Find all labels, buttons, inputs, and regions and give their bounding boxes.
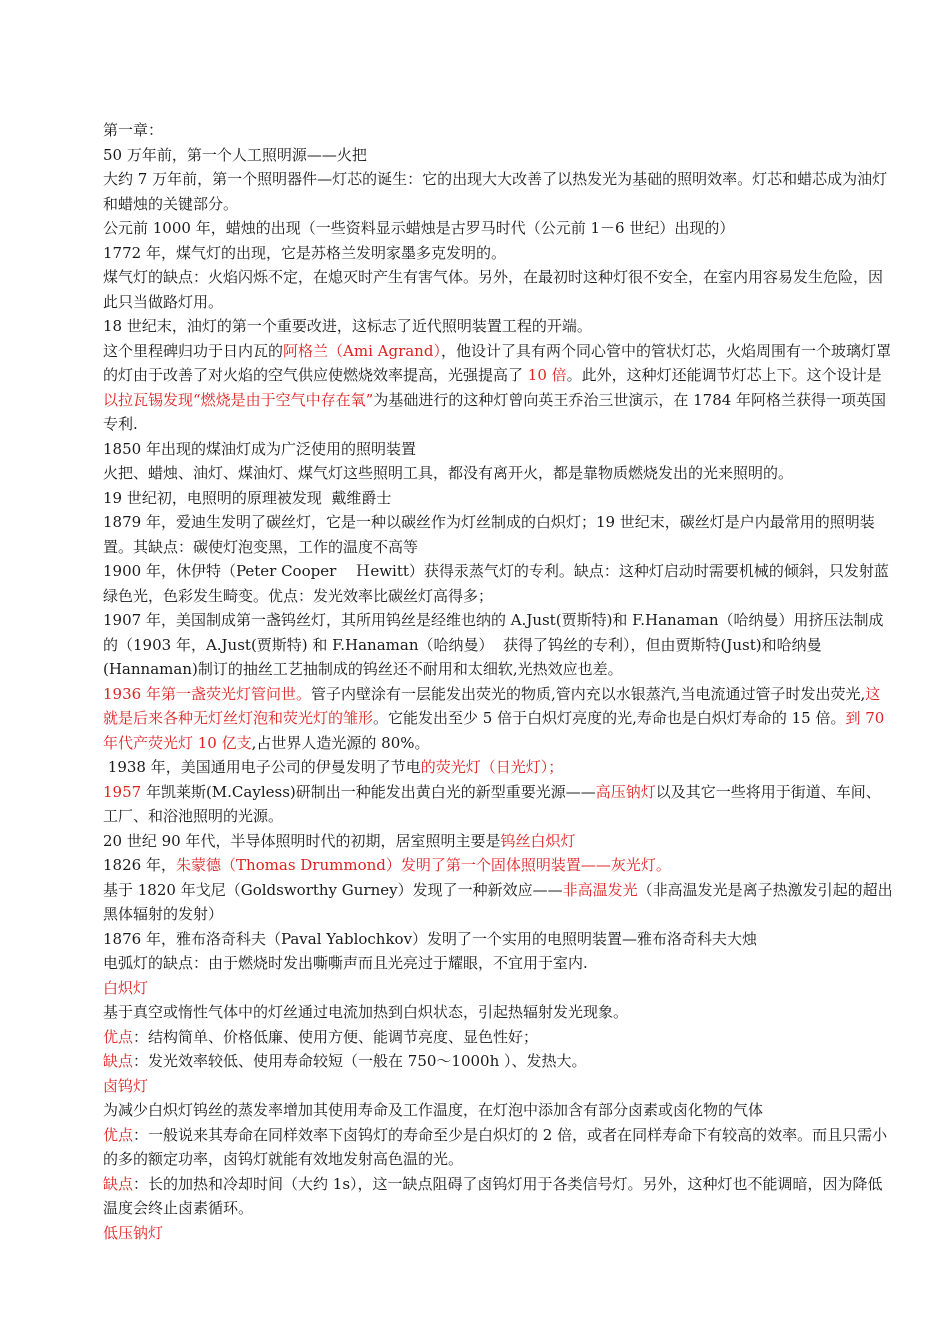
paragraph — [103, 1221, 893, 1246]
paragraph — [103, 927, 893, 952]
highlighted-text: 10 倍 — [527, 366, 567, 384]
text-run: 为减少白炽灯钨丝的蒸发率增加其使用寿命及工作温度，在灯泡中添加含有部分卤素或卤化物的气体 — [103, 1101, 764, 1119]
paragraph — [103, 755, 893, 780]
highlighted-text: 这就是后来各种无灯丝灯泡和荧光灯的雏形 — [103, 684, 881, 727]
text-run: （非高温发光是离子热激发引起的超出黑体辐射的发射） — [103, 880, 893, 923]
text-run: 煤气灯的缺点：火焰闪烁不定，在熄灭时产生有害气体。另外，在最初时这种灯很不安全，在室内用容易发生危险，因此只当做路灯用。 — [103, 268, 884, 311]
text-run: 1876 年，雅布洛奇科夫（Paval Yablochkov）发明了一个实用的电照明装置—雅布洛奇科夫大烛 — [103, 929, 758, 948]
paragraph — [103, 1123, 893, 1172]
paragraph — [103, 167, 893, 216]
highlighted-text: 低压钠灯 — [103, 1223, 164, 1242]
paragraph — [103, 780, 893, 829]
highlighted-text: 阿格兰（Ami Agrand） — [283, 341, 441, 360]
text-run: 。此外，这种灯还能调节灯芯上下。这个设计是 — [566, 366, 882, 384]
highlighted-text: 的荧光灯（日光灯）； — [420, 758, 564, 776]
paragraph — [103, 118, 893, 143]
text-run: 这个里程碑归功于日内瓦的 — [103, 341, 284, 360]
text-run: 电弧灯的缺点：由于燃烧时发出嘶嘶声而且光亮过于耀眼，不宜用于室内. — [103, 954, 588, 972]
paragraph — [103, 486, 893, 511]
paragraph — [103, 682, 893, 756]
text-run: 大约 7 万年前，第一个照明器件—灯芯的诞生：它的出现大大改善了以热发光为基础的照明效率。灯芯和蜡芯成为油灯和蜡烛的关键部分。 — [103, 170, 888, 213]
text-run: 年凯莱斯(M.Cayless)研制出一种能发出黄白光的新型重要光源—— — [141, 782, 596, 801]
text-run: 第一章： — [103, 121, 164, 139]
document-page — [103, 118, 893, 1245]
text-run: 为基础进行的这种灯曾向英王乔治三世演示，在 1784 年阿格兰获得一项英国专利. — [103, 390, 887, 433]
highlighted-text: 1957 — [103, 782, 142, 801]
text-run: ：结构简单、价格低廉、使用方便、能调节亮度、显色性好； — [133, 1027, 539, 1046]
text-run: ：一般说来其寿命在同样效率下卤钨灯的寿命至少是白炽灯的 2 倍，或者在同样寿命下有较高的效率。而且只需小的多的额定功率，卤钨灯就能有效地发射高色温的光。 — [103, 1125, 888, 1168]
text-run: 1900 年，休伊特（Peter Cooper Ｈewitt）获得汞蒸气灯的专利。缺点：这种灯启动时需要机械的倾斜，只发射蓝绿色光，色彩发生畸变。优点：发光效率比碳丝灯高得多； — [103, 562, 889, 605]
paragraph — [103, 143, 893, 168]
text-run: 1826 年， — [103, 856, 176, 874]
text-run: ，他设计了具有两个同心管中的管状灯芯，火焰周围有一个玻璃灯罩的灯由于改善了对火焰的空气供应使燃烧效率提高，光强提高了 — [103, 341, 891, 384]
text-run: ：发光效率较低、使用寿命较短（一般在 750～1000h ）、发热大。 — [133, 1052, 587, 1070]
highlighted-text: 卤钨灯 — [103, 1076, 149, 1095]
paragraph — [103, 241, 893, 266]
text-run: 50 万年前，第一个人工照明源——火把 — [103, 145, 367, 164]
paragraph — [103, 265, 893, 314]
paragraph — [103, 608, 893, 682]
text-run: ：长的加热和冷却时间（大约 1s），这一缺点阻碍了卤钨灯用于各类信号灯。另外，这种灯也不能调暗，因为降低温度会终止卤素循环。 — [103, 1174, 883, 1217]
paragraph — [103, 853, 893, 878]
text-run: 1879 年，爱迪生发明了碳丝灯，它是一种以碳丝作为灯丝制成的白炽灯；19 世纪末，碳丝灯是户内最常用的照明装置。其缺点：碳使灯泡变黑，工作的温度不高等 — [103, 513, 875, 556]
paragraph — [103, 510, 893, 559]
text-run: 基于 1820 年戈尼（Goldsworthy Gurney）发现了一种新效应—— — [103, 880, 563, 899]
highlighted-text: 缺点 — [103, 1052, 134, 1070]
highlighted-text: 缺点 — [103, 1174, 134, 1193]
text-run: 。它能发出至少 5 倍于白炽灯亮度的光,寿命也是白炽灯寿命的 15 倍。 — [373, 709, 846, 727]
text-run: 18 世纪末，油灯的第一个重要改进，这标志了近代照明装置工程的开端。 — [103, 317, 592, 335]
paragraph — [103, 976, 893, 1001]
text-run: 以及其它一些将用于街道、车间、工厂、和浴池照明的光源。 — [103, 782, 881, 825]
paragraph — [103, 951, 893, 976]
highlighted-text: 白炽灯 — [103, 978, 149, 997]
paragraph — [103, 1049, 893, 1074]
highlighted-text: 朱蒙德（Thomas Drummond）发明了第一个固体照明装置——灰光灯。 — [175, 856, 671, 874]
text-run: 公元前 1000 年，蜡烛的出现（一些资料显示蜡烛是古罗马时代（公元前 1－6 世纪）出现的） — [103, 219, 735, 237]
highlighted-text: 非高温发光 — [562, 880, 638, 899]
text-run: 1850 年出现的煤油灯成为广泛使用的照明装置 — [103, 439, 416, 458]
highlighted-text: 优点 — [103, 1027, 134, 1046]
highlighted-text: 1936 年第一盏荧光灯管问世。 — [103, 684, 311, 703]
paragraph — [103, 314, 893, 339]
text-run: 20 世纪 90 年代，半导体照明时代的初期，居室照明主要是 — [103, 831, 501, 850]
paragraph — [103, 461, 893, 486]
text-run: 管子内壁涂有一层能发出荧光的物质,管内充以水银蒸汽,当电流通过管子时发出荧光, — [310, 684, 866, 703]
paragraph — [103, 1172, 893, 1221]
paragraph — [103, 559, 893, 608]
highlighted-text: 高压钠灯 — [595, 782, 656, 801]
highlighted-text: 钨丝白炽灯 — [500, 831, 576, 850]
highlighted-text: 到 70 年代产荧光灯 10 亿支 — [103, 709, 890, 752]
paragraph — [103, 1074, 893, 1099]
text-run: ,占世界人造光源的 80%。 — [251, 733, 430, 752]
text-run: 基于真空或惰性气体中的灯丝通过电流加热到白炽状态，引起热辐射发光现象。 — [103, 1003, 629, 1021]
paragraph — [103, 216, 893, 241]
text-run: 19 世纪初，电照明的原理被发现 戴维爵士 — [103, 488, 392, 507]
text-run: 1772 年，煤气灯的出现，它是苏格兰发明家墨多克发明的。 — [103, 243, 506, 262]
paragraph — [103, 437, 893, 462]
text-run: 火把、蜡烛、油灯、煤油灯、煤气灯这些照明工具，都没有离开火，都是靠物质燃烧发出的光来照明的。 — [103, 464, 794, 482]
paragraph — [103, 878, 893, 927]
paragraph — [103, 339, 893, 437]
paragraph — [103, 1025, 893, 1050]
text-run: 1938 年，美国通用电子公司的伊曼发明了节电 — [103, 758, 421, 776]
paragraph — [103, 1000, 893, 1025]
highlighted-text: 优点 — [103, 1125, 134, 1144]
paragraph — [103, 1098, 893, 1123]
text-run: 1907 年，美国制成第一盏钨丝灯，其所用钨丝是经维也纳的 A.Just(贾斯特)和 F.Hanaman（哈纳曼）用挤压法制成的（1903 年，A.Just(贾斯特) 和 F.Hanaman（哈纳曼） 获得了钨丝的专利），但由贾斯特(Just)和哈纳曼(Hannaman)制订的抽丝工艺抽制成的钨丝还不耐用和太细软,光热效应也差。 — [103, 611, 884, 678]
highlighted-text: 以拉瓦锡发现“燃烧是由于空气中存在氧” — [103, 390, 374, 409]
paragraph — [103, 829, 893, 854]
